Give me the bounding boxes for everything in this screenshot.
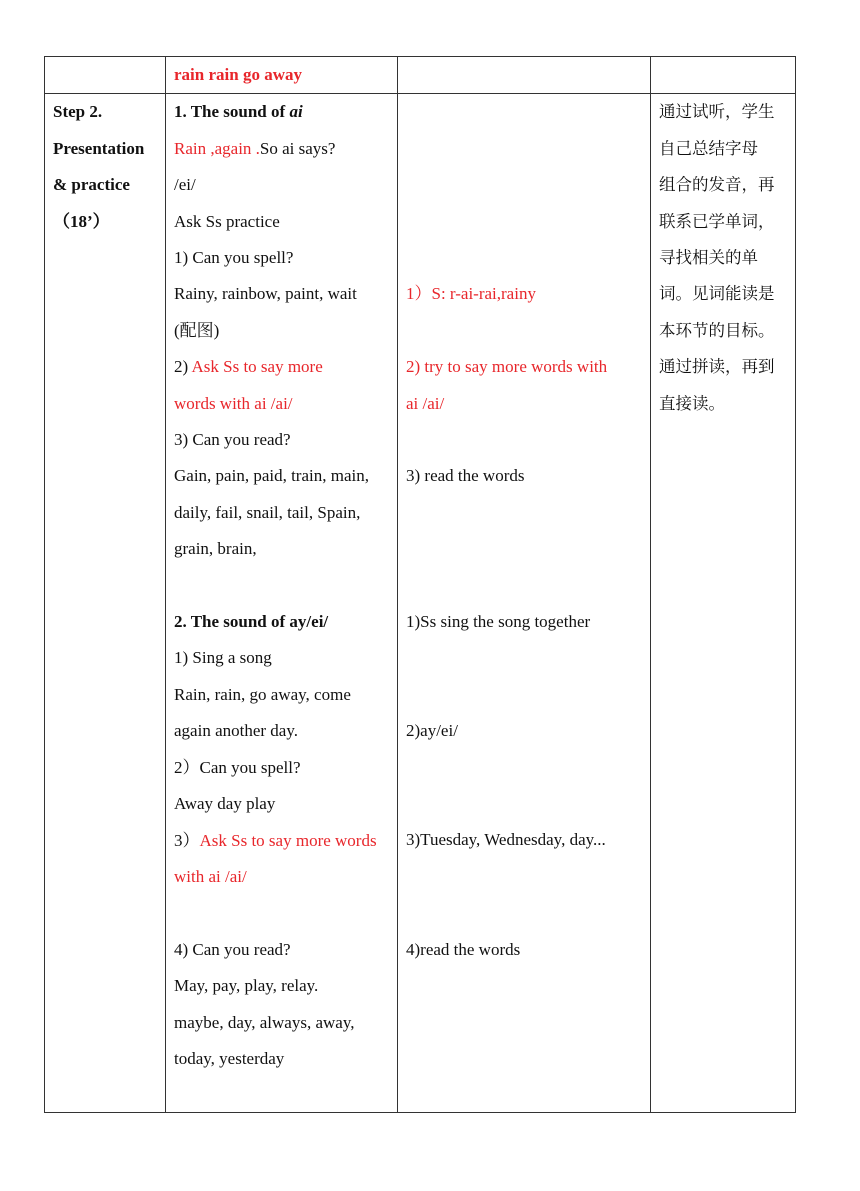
text-line [406, 276, 650, 312]
text-line: Rain, rain, go away, come [174, 684, 351, 704]
text-line: 通过试听，学生 [659, 102, 775, 122]
text-line: ai /ai/ [406, 393, 445, 413]
section-heading: 2. The sound of ay/ei/ [174, 612, 329, 632]
text-line: 通过拼读，再到 [659, 357, 775, 377]
cell-empty [45, 57, 166, 94]
table-row [45, 57, 796, 94]
red-text: Ask Ss to say more [191, 357, 323, 377]
text-line: daily, fail, snail, tail, Spain, [174, 502, 361, 522]
text-line: grain, brain, [174, 539, 257, 559]
text-line: 本环节的目标。 [659, 320, 775, 340]
text: 3） [174, 830, 200, 850]
text-line: 联系已学单词， [659, 211, 775, 231]
text-line: again another day. [174, 721, 298, 741]
text-line: 词。见词能读是 [659, 284, 775, 304]
heading-text: 1. The sound of [174, 102, 290, 122]
text-line [174, 349, 397, 385]
text-line: 组合的发音，再 [659, 175, 775, 195]
text-line: 自己总结字母 [659, 138, 758, 158]
spacer [174, 568, 397, 604]
text-line: Rainy, rainbow, paint, wait [174, 284, 357, 304]
text-line: Gain, pain, paid, train, main, [174, 466, 369, 486]
text-line: 寻找相关的单 [659, 248, 758, 268]
text-line: words with ai /ai/ [174, 393, 293, 413]
design-notes [659, 94, 795, 422]
section-heading [174, 94, 397, 130]
text-line: 2) try to say more words with [406, 357, 608, 377]
lesson-plan-table [44, 56, 796, 1113]
text-line: 1)Ss sing the song together [406, 611, 591, 631]
text: 2) [174, 357, 192, 377]
text-line: 直接读。 [659, 393, 725, 413]
heading-emphasis: ai [289, 102, 303, 122]
text-line: 1) Can you spell? [174, 248, 294, 268]
text-line: 3) Can you read? [174, 430, 291, 450]
step-duration: （18’） [53, 211, 110, 231]
text-line: Away day play [174, 794, 276, 814]
cell-empty [651, 57, 796, 94]
cell-song-title [166, 57, 398, 94]
step-cell [45, 94, 166, 1113]
students-cell [398, 94, 651, 1113]
red-text: Rain ,again . [174, 138, 260, 158]
step-label: Presentation [53, 138, 145, 158]
procedure-cell [166, 94, 398, 1113]
text: So ai says? [259, 138, 336, 158]
text: S: r-ai-rai,rainy [431, 284, 536, 304]
text-line: 1) Sing a song [174, 648, 272, 668]
text-line: maybe, day, always, away, [174, 1012, 355, 1032]
notes-cell [651, 94, 796, 1113]
song-title: rain rain go away [174, 65, 302, 84]
text-line: today, yesterday [174, 1048, 285, 1068]
text-line: Ask Ss practice [174, 211, 280, 231]
text-line: 4)read the words [406, 939, 521, 959]
text-line: /ei/ [174, 175, 196, 195]
text-line: 3)Tuesday, Wednesday, day... [406, 830, 606, 850]
text: 1） [406, 284, 432, 304]
text-line: 2）Can you spell? [174, 757, 301, 777]
red-text: Ask Ss to say more words [199, 830, 377, 850]
step-label: Step 2. [53, 102, 103, 122]
spacer [174, 895, 397, 931]
text-line [174, 823, 397, 859]
step-label: & practice [53, 175, 130, 195]
text-line: 2)ay/ei/ [406, 721, 458, 741]
cell-empty [398, 57, 651, 94]
text-line: 3) read the words [406, 466, 525, 486]
table-row [45, 94, 796, 1113]
text-line: (配图) [174, 320, 220, 340]
text-line: 4) Can you read? [174, 939, 291, 959]
text-line: May, pay, play, relay. [174, 976, 319, 996]
text-line [174, 131, 397, 167]
text-line: with ai /ai/ [174, 866, 247, 886]
